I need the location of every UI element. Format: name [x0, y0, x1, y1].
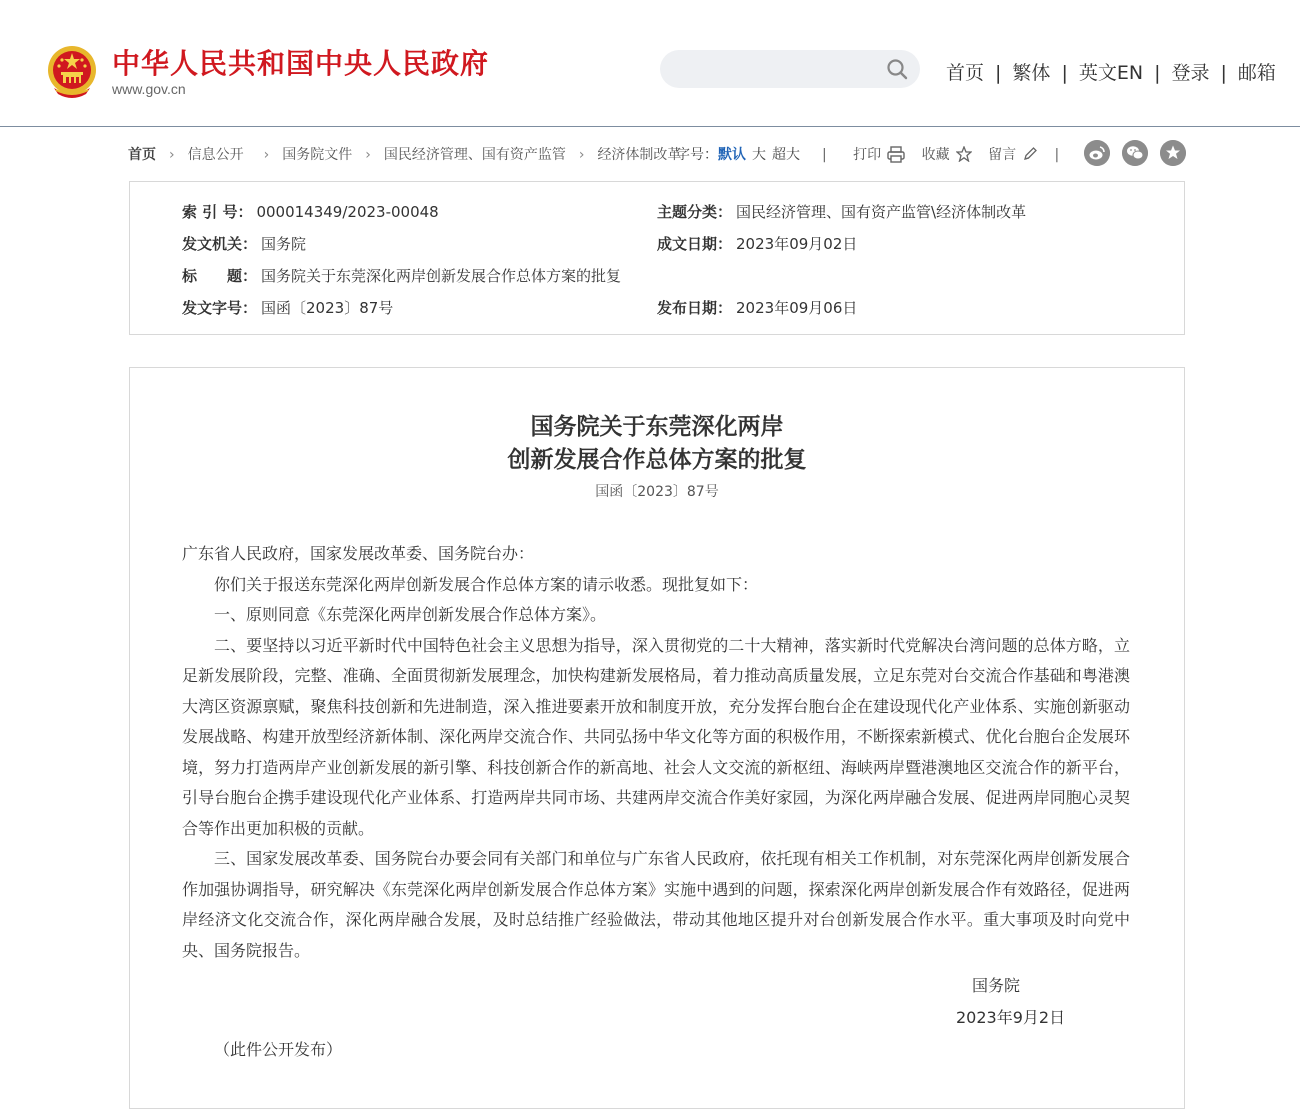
nav-separator: | — [1061, 62, 1068, 84]
top-nav — [946, 58, 1276, 85]
meta-topic-value: 国民经济管理、国有资产监管\经济体制改革 — [736, 203, 1027, 221]
meta-title — [182, 265, 621, 286]
article-docno: 国函〔2023〕87号 — [595, 484, 719, 500]
meta-index-label: 索 引 号： — [182, 203, 253, 221]
chevron-right-icon: › — [263, 147, 270, 163]
meta-topic-label: 主题分类： — [657, 203, 733, 221]
article-publication-note: （此件公开发布） — [214, 1040, 343, 1059]
meta-published-label: 发布日期： — [657, 299, 733, 317]
article-paragraph: 二、要坚持以习近平新时代中国特色社会主义思想为指导，深入贯彻党的二十大精神，落实新时代党解决台湾问题的总体方略，立足新发展阶段，完整、准确、全面贯彻新发展理念，加快构建新发展格局，着力推动高质量发展，立足东莞对台交流合作基础和粤港澳大湾区资源禀赋，聚焦科技创新和先进制造，深入推进要素开放和制度开放，充分发挥台胞台企在建设现代化产业体系、实施创新驱动发展战略、构建开放型经济新体制、深化两岸交流合作、共同弘扬中华文化等方面的积极作用，不断探索新模式、优化台胞台企发展环境，努力打造两岸产业创新发展的新引擎、科技创新合作的新高地、社会人文交流的新枢纽、海峡两岸暨港澳地区交流合作的新平台，引导台胞台企携手建设现代化产业体系、打造两岸共同市场、共建两岸交流合作美好家园，为深化两岸融合发展、促进两岸同胞心灵契合等作出更加积极的贡献。 — [182, 635, 1130, 838]
print-button[interactable] — [853, 144, 905, 164]
favorite-star-icon[interactable] — [1160, 140, 1186, 166]
favorite-label: 收藏 — [921, 147, 950, 163]
site-name[interactable]: 中华人民共和国中央人民政府 — [112, 47, 490, 80]
nav-traditional[interactable]: 繁体 — [1012, 62, 1051, 84]
breadcrumb — [128, 144, 681, 164]
meta-title-label: 标 题： — [182, 267, 258, 285]
tools-divider: | — [822, 147, 827, 163]
meta-docno-label: 发文字号： — [182, 299, 258, 317]
chevron-right-icon: › — [365, 147, 371, 163]
weibo-icon[interactable] — [1084, 140, 1110, 166]
nav-separator: | — [1154, 62, 1161, 84]
article-paragraph: 你们关于报送东莞深化两岸创新发展合作总体方案的请示收悉。现批复如下： — [214, 574, 759, 594]
font-size-switcher — [676, 144, 800, 164]
meta-issuer-label: 发文机关： — [182, 235, 258, 253]
article-signer: 国务院 — [972, 976, 1021, 995]
meta-written-date — [657, 233, 857, 254]
meta-title-value: 国务院关于东莞深化两岸创新发展合作总体方案的批复 — [261, 267, 622, 285]
meta-index — [182, 201, 439, 222]
comment-label: 留言 — [988, 147, 1017, 163]
article-tools — [822, 144, 1059, 164]
national-emblem-icon[interactable] — [46, 44, 98, 100]
comment-button[interactable] — [988, 144, 1038, 164]
nav-home[interactable]: 首页 — [946, 62, 985, 84]
meta-topic — [657, 201, 1026, 222]
meta-published-date — [657, 297, 857, 318]
article-salutation: 广东省人民政府，国家发展改革委、国务院台办： — [182, 544, 535, 563]
meta-written-label: 成文日期： — [657, 235, 733, 253]
meta-published-value: 2023年09月06日 — [736, 299, 858, 317]
site-header — [0, 0, 1300, 127]
breadcrumb-state-council-docs[interactable]: 国务院文件 — [282, 147, 353, 163]
chevron-right-icon: › — [169, 147, 175, 163]
wechat-icon[interactable] — [1122, 140, 1148, 166]
meta-index-value: 000014349/2023-00048 — [256, 203, 439, 221]
meta-written-value: 2023年09月02日 — [736, 235, 858, 253]
nav-english[interactable]: 英文EN — [1078, 62, 1144, 84]
favorite-button[interactable] — [922, 144, 972, 164]
pencil-icon — [1022, 146, 1038, 162]
nav-login[interactable]: 登录 — [1171, 62, 1210, 84]
meta-issuer — [182, 233, 306, 254]
article-sign-date: 2023年9月2日 — [956, 1008, 1066, 1027]
nav-separator: | — [995, 62, 1002, 84]
nav-separator: | — [1220, 62, 1227, 84]
document-meta — [129, 181, 1185, 335]
breadcrumb-home[interactable]: 首页 — [128, 147, 156, 163]
article-body — [182, 539, 1130, 966]
article-title — [130, 410, 1184, 476]
breadcrumb-reform[interactable]: 经济体制改革 — [597, 147, 682, 163]
font-size-large[interactable]: 大 — [752, 147, 766, 163]
font-size-label: 字号： — [676, 147, 718, 163]
search-icon[interactable] — [886, 58, 908, 80]
meta-issuer-value: 国务院 — [261, 235, 307, 253]
tools-divider-2: | — [1054, 147, 1060, 163]
article-paragraph: 一、原则同意《东莞深化两岸创新发展合作总体方案》。 — [214, 605, 607, 624]
chevron-right-icon: › — [578, 147, 585, 163]
breadcrumb-info-public[interactable]: 信息公开 — [187, 147, 244, 163]
search-box — [660, 50, 920, 88]
site-url: www.gov.cn — [112, 81, 186, 97]
article-title-line1: 国务院关于东莞深化两岸 — [530, 413, 784, 440]
breadcrumb-bar — [128, 143, 1188, 165]
breadcrumb-economy[interactable]: 国民经济管理、国有资产监管 — [383, 147, 566, 163]
nav-mail[interactable]: 邮箱 — [1237, 62, 1276, 84]
search-input[interactable] — [676, 59, 880, 81]
meta-docno — [182, 297, 393, 318]
article-paragraph: 三、国家发展改革委、国务院台办要会同有关部门和单位与广东省人民政府，依托现有相关工作机制，对东莞深化两岸创新发展合作加强协调指导，研究解决《东莞深化两岸创新发展合作总体方案》实施中遇到的问题，探索深化两岸创新发展合作有效路径，促进两岸经济文化交流合作，深化两岸融合发展，及时总结推广经验做法，带动其他地区提升对台创新发展合作水平。重大事项及时向党中央、国务院报告。 — [182, 849, 1130, 960]
print-label: 打印 — [853, 147, 882, 163]
article-content — [129, 367, 1185, 1109]
meta-docno-value: 国函〔2023〕87号 — [261, 299, 394, 317]
font-size-default[interactable]: 默认 — [718, 147, 746, 163]
star-icon — [956, 146, 972, 162]
print-icon — [887, 146, 905, 163]
article-title-line2: 创新发展合作总体方案的批复 — [507, 446, 807, 473]
font-size-xlarge[interactable]: 超大 — [772, 147, 800, 163]
